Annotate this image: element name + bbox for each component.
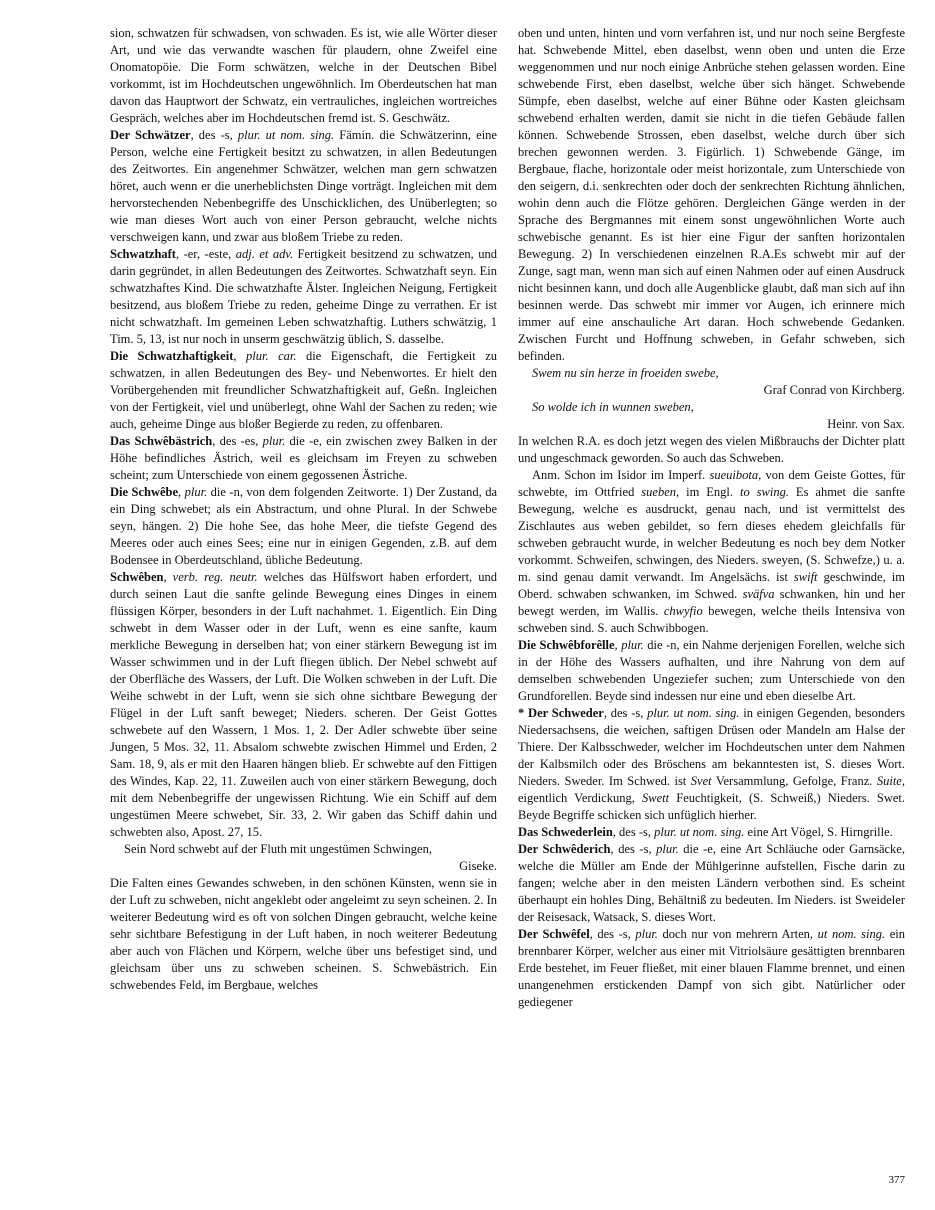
entry-text: welches das Hülfswort haben erfordert, und durch seinen Laut die sanfte gelinde Bewegung eines Dinges in einem flüssigen Körper, besonders in der Luft nachahmet. 1. Eigentlich. Ein Ding schwebt in dem Wasser oder in der Luft, wenn es eine sanfte, kaum merkliche Bewegung in derselben hat; von einer stärkern Bewegung ist im Wasser schwimmen und in der Luft fliegen üblich. Der Nebel schwebt auf der Oberfläche des Wassers, der Luft. Die Wolken schweben in der Luft. Die Weihe schwebt in der Luft, wenn sie sich ohne sichtbare Bewegung der Flügel in der Luft sanft beweget; Nieders. scheren. Der Geist Gottes schwebete auf den Wassern, 1 Mos. 1, 2. Der Adler schwebte über seine Jungen, 5 Mos. 32, 11. Absalom schwebte zwischen Himmel und Erden, 2 Sam. 18, 9, als er mit den Haaren hängen blieb. Er schwebte auf den Fittigen des Windes, Kap. 22, 11. Zuweilen auch von einer stärkern Bewegung, doch mit dem Nebenbegriffe der ungewissen Richtung. Wie ein Schiff auf dem ungestümen Meere schwebet, Sir. 33, 2. Wir gaben das Schiff dahin und schwebten also, Apost. 27, 15. <box>110 570 497 839</box>
entry-text: eine Art Vögel, S. Hirngrille. <box>744 825 893 839</box>
italic-text: Svet <box>690 774 712 788</box>
entry-text: , des -s, <box>190 128 238 142</box>
italic-text: to swing. <box>739 485 789 499</box>
dictionary-entry <box>110 246 497 348</box>
italic-text: sueuibota, <box>709 468 762 482</box>
entry-text: schwanken, hin und her bewegt werden, im Wallis. <box>518 587 905 618</box>
entry-text: Fertigkeit besitzend zu schwatzen, und darin gegründet, in allen Bedeutungen des Zeitwortes. Schwatzhaft seyn. Ein schwatzhaftes Kind. Die schwatzhafte Älster. Ingleichen Neigung, Fertigkeit besitzend, aus bloßem Triebe zu reden, geheime Dinge zu verrathen. Er ist nicht schwatzhaft. Im gemeinen Leben schwatzhaftig. Luthers schwätzig, 1 Tim. 5, 13, ist nur noch in unserm geschwätzig üblich, S. dasselbe. <box>110 247 497 346</box>
entry-text: die -n, ein Nahme derjenigen Forellen, welche sich in der Höhe des Wassers aufhalten, und ihre Nahrung von dem auf demselben schwebenden Ungeziefer suchen; zum Unterschiede von den Grundforellen. Beyde sind indessen nur eine und eben dieselbe Art. <box>518 638 906 703</box>
italic-text: ut nom. sing. <box>817 927 886 941</box>
dictionary-entry <box>110 433 497 484</box>
entry-text: im Engl. <box>679 485 740 499</box>
dictionary-entry <box>518 467 905 637</box>
quote-author: Heinr. von Sax. <box>827 417 905 431</box>
dictionary-entry <box>110 348 497 433</box>
dictionary-entry <box>518 926 905 1011</box>
dictionary-entry <box>518 637 905 705</box>
dictionary-entry <box>110 875 497 994</box>
entry-text: , des -s, <box>612 825 655 839</box>
italic-text: plur. <box>262 434 286 448</box>
entry-text: , des -s, <box>603 706 648 720</box>
entry-headword: Der Schwêderich <box>518 842 611 856</box>
entry-text: Die Falten eines Gewandes schweben, in den schönen Künsten, wenn sie in der Luft zu schweben, nicht angeklebt oder angeleimt zu seyn scheinen. 2. In weiterer Bedeutung wird es oft von solchen Dingen gebraucht, welche keine sehr sichtbare Befestigung in der Luft haben, in noch weiterer Bedeutung aber auch von Flächen und Körpern, welche über uns befestiget sind, und gleichsam über uns zu schweben scheinen. S. Schwebästrich. Ein schwebendes Feld, im Bergbaue, welches <box>110 876 497 992</box>
entry-text: die Eigenschaft, die Fertigkeit zu schwatzen, in allen Bedeutungen des Bey- und Nebenwortes. Er hielt den Vorübergehenden mit freundlicher Schwatzhaftigkeit auf, Geßn. Ingleichen von der Fertigkeit, viel und unüberlegt, ohne Wahl der Sachen zu reden; wie auch, geheime Dinge aus bloßer Begierde zu reden, zu offenbaren. <box>110 349 498 431</box>
entry-text: In welchen R.A. es doch jetzt wegen des vielen Mißbrauchs der Dichter platt und ungeschmack geworden. So auch das Schweben. <box>518 434 905 465</box>
italic-text: plur. <box>656 842 679 856</box>
entry-text: in einigen Gegenden, besonders Niedersachsens, die weichen, saftigen Drüsen oder Mandeln am Halse der Thiere. Der Kalbsschweder, welcher im Hochdeutschen unter dem Nahmen der Kalbsmilch oder des Bröschens am bekanntesten ist, S. dieses Wort. Nieders. Sweder. Im Schwed. ist <box>518 706 905 788</box>
entry-text: , des -s, <box>610 842 657 856</box>
italic-text: Swett <box>642 791 670 805</box>
entry-headword: Schwatzhaft <box>110 247 176 261</box>
italic-text: plur. <box>621 638 644 652</box>
verse-quote: Swem nu sin herze in froeiden swebe, <box>532 366 719 380</box>
entry-text: , <box>178 485 185 499</box>
italic-text: adj. et adv. <box>235 247 294 261</box>
entry-text: Versammlung, Gefolge, Franz. <box>711 774 877 788</box>
entry-headword: Schwêben <box>110 570 164 584</box>
entry-text: Feuchtigkeit, (S. Schweiß,) Nieders. Swet. Beyde Begriffe schicken sich unfüglich hierher. <box>518 791 906 822</box>
quote-author: Graf Conrad von Kirchberg. <box>763 383 905 397</box>
italic-text: swift <box>793 570 818 584</box>
dictionary-entry <box>518 433 905 467</box>
entry-headword: Der Schwätzer <box>110 128 191 142</box>
verse-quote: So wolde ich in wunnen sweben, <box>532 400 694 414</box>
quote-author: Giseke. <box>459 859 497 873</box>
italic-text: plur. ut nom. sing. <box>647 706 740 720</box>
dictionary-entry <box>518 824 905 841</box>
verse-quote: Sein Nord schwebt auf der Fluth mit ungestümen Schwingen, <box>124 842 432 856</box>
entry-text: bewegen, welche theils Intensiva von schweben sind. S. auch Schwibbogen. <box>518 604 905 635</box>
entry-text: die -e, ein zwischen zwey Balken in der Höhe befindliches Ästrich, weil es gleichsam im Freyen zu schweben scheint; zum Unterschiede von einem gegossenen Ästriche. <box>110 434 497 482</box>
italic-text: plur. ut nom. sing. <box>237 128 335 142</box>
entry-text: , <box>163 570 173 584</box>
italic-text: plur. ut nom. sing. <box>654 825 745 839</box>
dictionary-entry <box>518 25 905 365</box>
entry-text: sion, schwatzen für schwadsen, von schwaden. Es ist, wie alle Wörter dieser Art, und wie das verwandte waschen für plaudern, ohne Zweifel eine Onomatopöie. Die Form schwätzen, welche in der Deutschen Bibel vorkommt, ist im Hochdeutschen ungewöhnlich. Im Oberdeutschen hat man davon das Hauptwort der Schwatz, ein vertrauliches, ingleichen wortreiches Gespräch, welches aber im Hochdeutschen fremd ist. S. Geschwätz. <box>110 26 497 125</box>
entry-text: , <box>614 638 622 652</box>
italic-text: plur. <box>635 927 658 941</box>
entry-headword: Das Schwederlein <box>518 825 613 839</box>
entry-text: Fämin. die Schwätzerinn, eine Person, welche eine Fertigkeit besitzt zu schwatzen, in allen Bedeutungen des Zeitwortes. Ein angenehmer Schwätzer, welchen man gern schwatzen höret, auch wenn er die unerheblichsten Dinge vorträgt. Ingleichen mit dem hervorstechenden Nebenbegriffe des Unschicklichen, des Unüberlegten; so wie man dieses Wort auch von einer Person gebraucht, welche nichts verschweigen kann, und zwar aus bloßem Triebe zu reden. <box>110 128 497 244</box>
italic-text: plur. car. <box>246 349 297 363</box>
entry-headword: Das Schwêbästrich <box>110 434 213 448</box>
entry-text: Es ahmet die sanfte Bewegung, welche es ausdruckt, genau nach, und ist vermittelst des Zischlautes aus weben gebildet, so fern dieses ehedem gleichfalls für schweben gebraucht wurde, in welcher Bedeutung es noch bey dem Notker vorkommt. Schweifen, schwingen, des Nieders. sweyen, (S. Schwefze,) u. a. m. sind genau damit verwandt. Im Angelsächs. ist <box>518 485 905 584</box>
right-column <box>518 25 905 1011</box>
dictionary-entry <box>518 841 905 926</box>
dictionary-entry <box>110 127 497 246</box>
dictionary-entry <box>110 569 497 841</box>
italic-text: plur. <box>184 485 208 499</box>
entry-headword: * Der Schweder <box>518 706 604 720</box>
dictionary-entry <box>518 705 905 824</box>
entry-text: doch nur von mehrern Arten, <box>657 927 818 941</box>
page-number: 377 <box>888 1174 905 1186</box>
entry-headword: Die Schwatzhaftigkeit <box>110 349 234 363</box>
entry-text: , -er, -este, <box>175 247 236 261</box>
entry-text: geschwinde, im Oberd. schwaben schwanken, im Schwed. <box>518 570 905 601</box>
italic-text: sväfva <box>742 587 775 601</box>
entry-headword: Die Schwêbforêlle <box>518 638 615 652</box>
entry-text: , des -s, <box>589 927 636 941</box>
entry-text: ein brennbarer Körper, welcher aus einer mit Vitriolsäure gesättigten brennbaren Erde bestehet, im Feuer fließet, mit einer blauen Flamme brennet, und einen unangenehmen erstickenden Dampf von sich gibt. Natürlicher oder gediegener <box>518 927 905 1009</box>
entry-text: , des -es, <box>212 434 263 448</box>
entry-text: die -e, eine Art Schläuche oder Garnsäcke, welche die Müller am Ende der Mühlgerinne aufstellen, Fische darin zu fangen; welche aber in den meisten Ländern verbothen sind. Es scheint überhaupt ein hohles Ding, Behältniß zu bedeuten. Im Nieders. ist Sweideler der Reisesack, Watsack, S. dieses Wort. <box>518 842 905 924</box>
left-column <box>110 25 497 994</box>
italic-text: sueben, <box>641 485 680 499</box>
entry-text: von dem Geiste Gottes, für schwebte, im Ottfried <box>518 468 905 499</box>
entry-text: eigentlich Verdickung, <box>518 791 643 805</box>
entry-text: oben und unten, hinten und vorn verfahren ist, und nur noch seine Bergfeste hat. Schwebende Mittel, eben daselbst, wenn oben und unten die Erze weggenommen und nur noch einige Anbrüche stehen gelassen worden. Eine schwebende First, eben daselbst, welche über sich hänget. Schwebende Sümpfe, eben daselbst, welche auf einer Bühne oder Kasten gleichsam schwebend erhalten werden, damit sie nicht in die tiefen Gebäude fallen können. Schwebende Strossen, eben daselbst, welche durch über sich brechen gewonnen werden. 3. Figürlich. 1) Schwebende Gänge, im Bergbaue, flache, horizontale oder meist horizontale, zum Unterschiede von den seigern, d.i. senkrechten oder doch der senkrechten Richtung ähnlichen, wohin denn auch die Flötze gehören. Dergleichen Gänge werden in der Sprache des Bergmannes mit einem sonst ungewöhnlichen Worte auch schwebische genannt. Es ist hier eine Figur der sanften horizontalen Bewegung. 2) In verschiedenen einzelnen R.A.Es schwebt mir auf der Zunge, sagt man, wenn man sich auf einen Nahmen oder auf einen Ausdruck nicht besinnen kann, und doch alle Augenblicke glaubt, daß man sich auf ihn besinnen werde. Das schwebt mir immer vor Augen, ich erinnere mich immer auf eine anschauliche Art daran. Hoch schwebende Gedanken. Zwischen Furcht und Hoffnung schweben, in Gefahr schweben, sich befinden. <box>518 26 905 363</box>
entry-text: , <box>233 349 246 363</box>
italic-text: verb. reg. neutr. <box>172 570 258 584</box>
italic-text: chwyfio <box>663 604 703 618</box>
entry-headword: Die Schwêbe <box>110 485 179 499</box>
dictionary-entry <box>110 484 497 569</box>
entry-text: die -n, von dem folgenden Zeitworte. 1) Der Zustand, da ein Ding schwebet; als ein Abstractum, und ohne Plural. In der Schwebe seyn, hängen. 2) Die hohe See, das hohe Meer, die tiefste Gegend des Meeres oder auch eines Sees; eine nur in einigen Gegenden, z.B. auf dem Bodensee in Oberdeutschland, übliche Bedeutung. <box>110 485 498 567</box>
italic-text: Suite, <box>876 774 905 788</box>
entry-text: Anm. Schon im Isidor im Imperf. <box>532 468 710 482</box>
dictionary-entry <box>110 25 497 127</box>
entry-headword: Der Schwêfel <box>518 927 590 941</box>
